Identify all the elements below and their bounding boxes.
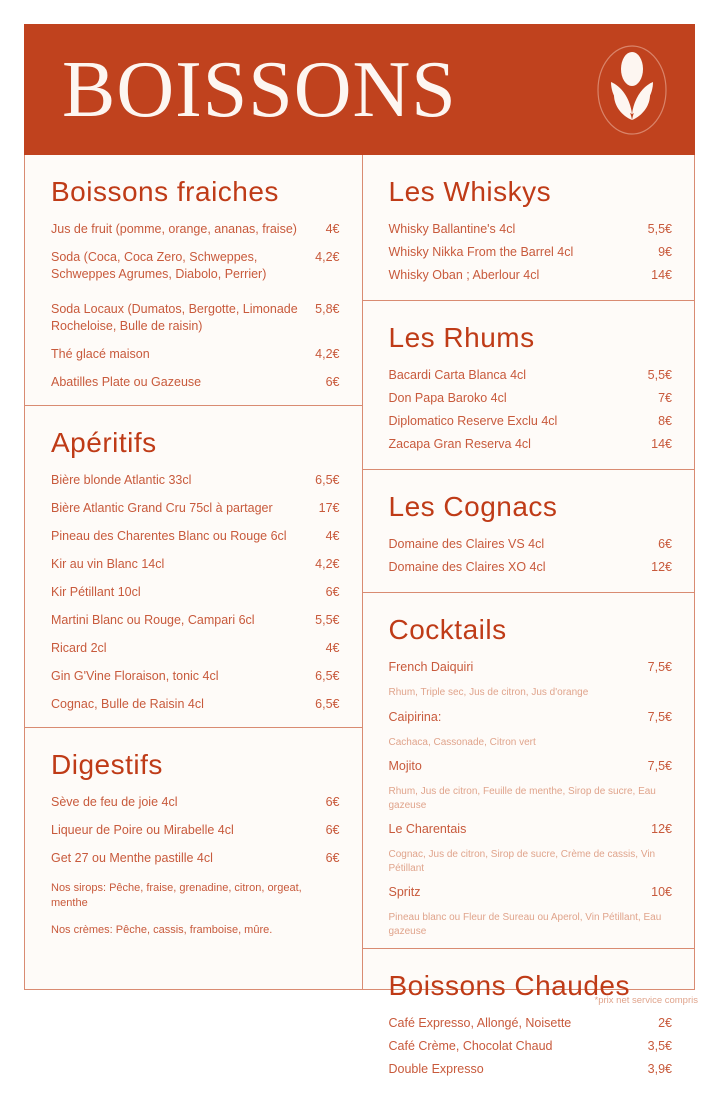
item-price: 8€ bbox=[658, 414, 672, 428]
item-name: Spritz bbox=[388, 885, 421, 899]
menu-item bbox=[51, 346, 340, 363]
item-price: 3,5€ bbox=[647, 1039, 672, 1053]
item-description: Rhum, Jus de citron, Feuille de menthe, Sirop de sucre, Eau gazeuse bbox=[388, 786, 656, 811]
item-price: 6€ bbox=[325, 375, 340, 389]
section-title: Digestifs bbox=[51, 749, 163, 780]
item-price: 7,5€ bbox=[647, 709, 672, 724]
menu-item bbox=[389, 536, 673, 553]
section-title: Les Cognacs bbox=[388, 491, 558, 522]
item-price: 10€ bbox=[651, 885, 672, 899]
item-name: Thé glacé maison bbox=[51, 347, 150, 361]
item-name: Kir Pétillant 10cl bbox=[51, 585, 141, 599]
item-name: Bière Atlantic Grand Cru 75cl à partager bbox=[51, 501, 273, 515]
item-price: 4,2€ bbox=[315, 250, 340, 264]
menu-item bbox=[389, 367, 673, 384]
cremes-note: Nos crèmes: Pêche, cassis, framboise, mûre. bbox=[51, 924, 273, 936]
item-price: 6,5€ bbox=[315, 697, 340, 711]
menu-item bbox=[51, 249, 340, 283]
item-name: Gin G'Vine Floraison, tonic 4cl bbox=[51, 669, 219, 683]
item-price: 9€ bbox=[658, 245, 672, 259]
item-price: 4,2€ bbox=[315, 557, 340, 571]
section-les-cognacs bbox=[363, 470, 695, 593]
item-price: 2€ bbox=[658, 1016, 672, 1030]
item-name: Bacardi Carta Blanca 4cl bbox=[388, 368, 527, 382]
item-price: 6,5€ bbox=[315, 473, 340, 487]
menu-item bbox=[51, 668, 340, 685]
item-name: Whisky Nikka From the Barrel 4cl bbox=[388, 245, 574, 259]
item-name: Café Expresso, Allongé, Noisette bbox=[388, 1016, 572, 1030]
menu-item bbox=[51, 640, 340, 657]
menu-item bbox=[51, 500, 340, 517]
header-band bbox=[24, 24, 695, 155]
menu-item bbox=[51, 696, 340, 713]
menu-item bbox=[51, 301, 340, 335]
item-name: Diplomatico Reserve Exclu 4cl bbox=[388, 414, 558, 428]
item-name: Kir au vin Blanc 14cl bbox=[51, 557, 165, 571]
item-price: 4€ bbox=[325, 529, 340, 543]
menu-item bbox=[389, 758, 673, 812]
item-price: 7,5€ bbox=[647, 759, 672, 773]
menu-item bbox=[389, 390, 673, 407]
item-price: 6€ bbox=[325, 795, 340, 809]
menu-item bbox=[389, 267, 673, 284]
item-name: Jus de fruit (pomme, orange, ananas, fraise) bbox=[51, 222, 297, 236]
item-name: Abatilles Plate ou Gazeuse bbox=[51, 375, 202, 389]
section-title: Les Whiskys bbox=[388, 176, 552, 207]
item-name: Domaine des Claires VS 4cl bbox=[388, 537, 545, 551]
item-price: 3,9€ bbox=[647, 1062, 672, 1076]
item-price: 12€ bbox=[651, 822, 672, 836]
item-name: Café Crème, Chocolat Chaud bbox=[388, 1039, 553, 1053]
item-name: Pineau des Charentes Blanc ou Rouge 6cl bbox=[51, 529, 287, 543]
item-name: Ricard 2cl bbox=[51, 641, 107, 655]
menu-item bbox=[51, 850, 340, 867]
item-name: Sève de feu de joie 4cl bbox=[51, 795, 178, 809]
menu-item bbox=[51, 374, 340, 391]
item-price: 12€ bbox=[651, 560, 672, 574]
item-name: Soda Locaux (Dumatos, Bergotte, Limonade Rocheloise, Bulle de raisin) bbox=[51, 302, 298, 333]
section-title: Apéritifs bbox=[51, 427, 157, 458]
item-name: Double Expresso bbox=[388, 1062, 484, 1076]
item-price: 6€ bbox=[325, 851, 340, 865]
menu-item bbox=[389, 221, 673, 238]
item-description: Cognac, Jus de citron, Sirop de sucre, Crème de cassis, Vin Pétillant bbox=[388, 849, 656, 874]
menu-item bbox=[389, 413, 673, 430]
wheat-leaf-icon bbox=[595, 42, 669, 138]
price-footnote: *prix net service compris bbox=[594, 995, 698, 1006]
menu-item bbox=[389, 1061, 673, 1078]
section-title: Les Rhums bbox=[388, 322, 535, 353]
item-price: 14€ bbox=[651, 268, 672, 282]
left-column bbox=[25, 155, 363, 989]
item-description: Cachaca, Cassonade, Citron vert bbox=[388, 736, 536, 748]
item-description: Pineau blanc ou Fleur de Sureau ou Aperol, Vin Pétillant, Eau gazeuse bbox=[388, 912, 662, 937]
item-price: 4€ bbox=[325, 222, 340, 236]
item-price: 5,5€ bbox=[315, 613, 340, 627]
item-name: Domaine des Claires XO 4cl bbox=[388, 560, 546, 574]
section-les-rhums bbox=[363, 301, 695, 470]
item-name: Le Charentais bbox=[388, 822, 467, 836]
page-title: BOISSONS bbox=[62, 45, 457, 134]
section-aperitifs bbox=[25, 406, 362, 728]
item-name: Caipirina: bbox=[388, 709, 442, 724]
item-price: 6€ bbox=[325, 823, 340, 837]
menu-item bbox=[51, 472, 340, 489]
sirops-note: Nos sirops: Pêche, fraise, grenadine, citron, orgeat, menthe bbox=[51, 882, 302, 909]
section-title: Cocktails bbox=[388, 614, 507, 645]
item-name: French Daiquiri bbox=[388, 660, 474, 674]
menu-item bbox=[389, 1038, 673, 1055]
item-name: Mojito bbox=[388, 759, 422, 773]
item-description: Rhum, Triple sec, Jus de citron, Jus d'orange bbox=[388, 687, 589, 698]
item-price: 5,5€ bbox=[647, 222, 672, 236]
item-price: 7,5€ bbox=[647, 660, 672, 674]
item-price: 4€ bbox=[325, 641, 340, 655]
menu-item bbox=[51, 584, 340, 601]
section-digestifs bbox=[25, 728, 362, 948]
menu-item bbox=[389, 244, 673, 261]
item-price: 5,5€ bbox=[647, 368, 672, 382]
item-name: Martini Blanc ou Rouge, Campari 6cl bbox=[51, 613, 255, 627]
menu-item bbox=[389, 821, 673, 875]
section-title: Boissons Chaudes bbox=[388, 970, 630, 1001]
section-title: Boissons fraiches bbox=[51, 176, 279, 207]
menu-item bbox=[51, 822, 340, 839]
section-les-whiskys bbox=[363, 155, 695, 301]
item-price: 17€ bbox=[318, 501, 340, 515]
section-boissons-chaudes bbox=[363, 949, 695, 1094]
item-price: 4,2€ bbox=[315, 347, 340, 361]
item-price: 7€ bbox=[658, 391, 672, 405]
item-name: Soda (Coca, Coca Zero, Schweppes, Schweppes Agrumes, Diabolo, Perrier) bbox=[51, 250, 267, 281]
item-price: 6,5€ bbox=[315, 669, 340, 683]
menu-item bbox=[389, 709, 673, 750]
menu-item bbox=[389, 436, 673, 453]
section-cocktails bbox=[363, 593, 695, 949]
item-name: Whisky Oban ; Aberlour 4cl bbox=[388, 268, 540, 282]
menu-item bbox=[389, 884, 673, 938]
item-name: Zacapa Gran Reserva 4cl bbox=[388, 437, 531, 451]
item-name: Bière blonde Atlantic 33cl bbox=[51, 473, 192, 487]
item-name: Get 27 ou Menthe pastille 4cl bbox=[51, 851, 213, 865]
menu-item bbox=[51, 556, 340, 573]
menu-item bbox=[389, 559, 673, 576]
item-name: Whisky Ballantine's 4cl bbox=[388, 222, 516, 236]
menu-item bbox=[51, 612, 340, 629]
item-price: 14€ bbox=[651, 437, 672, 451]
item-price: 5,8€ bbox=[315, 302, 340, 316]
item-name: Cognac, Bulle de Raisin 4cl bbox=[51, 697, 204, 711]
item-name: Liqueur de Poire ou Mirabelle 4cl bbox=[51, 823, 234, 837]
item-price: 6€ bbox=[325, 585, 340, 599]
item-name: Don Papa Baroko 4cl bbox=[388, 391, 507, 405]
item-price: 6€ bbox=[658, 537, 672, 551]
menu-item bbox=[51, 221, 340, 238]
section-boissons-fraiches bbox=[25, 155, 362, 406]
menu-item bbox=[51, 528, 340, 545]
menu-item bbox=[389, 659, 673, 700]
menu-item bbox=[51, 794, 340, 811]
